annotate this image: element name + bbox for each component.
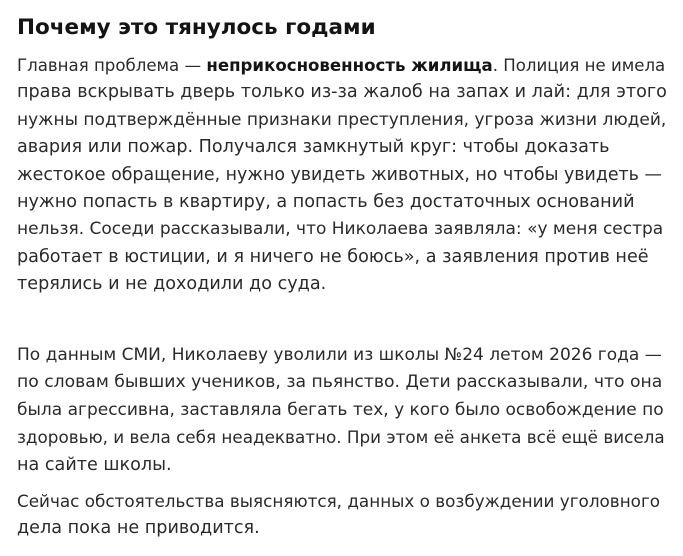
text-line: нельзя. Соседи рассказывали, что Николаева заявляла: «у меня сестра xyxy=(17,219,664,240)
text-line: Сейчас обстоятельства выясняются, данных о возбуждении уголовного xyxy=(17,491,661,511)
text-line: По данным СМИ, Николаеву уволили из школы №24 летом 2026 года — xyxy=(17,345,662,365)
text-line: авария или пожар. Получался замкнутый круг: чтобы доказать xyxy=(17,137,610,158)
paragraph-school-dismissal xyxy=(17,342,667,479)
text-line: по словам бывших учеников, за пьянство. Дети рассказывали, что она xyxy=(17,372,663,393)
text-line: нужны подтверждённые признаки преступления, угроза жизни людей, xyxy=(17,109,667,130)
text-line xyxy=(17,52,667,79)
text-fragment: . Полиция не имела xyxy=(492,56,666,75)
text-line: работает в юстиции, и я ничего не боюсь», а заявления против неё xyxy=(17,246,649,267)
paragraph-property-inviolability xyxy=(17,52,667,299)
text-line: терялись и не доходили до суда. xyxy=(17,274,327,295)
text-fragment: Главная проблема — xyxy=(17,56,207,75)
text-line: была агрессивна, заставляла бегать тех, у кого было освобождение по xyxy=(17,399,664,420)
text-line: права вскрывать дверь только из-за жалоб на запах и лай: для этого xyxy=(17,82,667,103)
paragraph-current-status xyxy=(17,488,667,543)
text-line: дела пока не приводится. xyxy=(17,518,260,539)
text-line: на сайте школы. xyxy=(17,454,172,475)
section-heading: Почему это тянулось годами xyxy=(17,15,376,40)
text-line: жестокое обращение, нужно увидеть животных, но чтобы увидеть — xyxy=(17,164,662,185)
bold-phrase: неприкосновенность жилища xyxy=(206,56,493,75)
text-line: здоровью, и вела себя неадекватно. При этом её анкета всё ещё висела xyxy=(17,427,665,448)
text-line: нужно попасть в квартиру, а попасть без достаточных оснований xyxy=(17,192,635,213)
